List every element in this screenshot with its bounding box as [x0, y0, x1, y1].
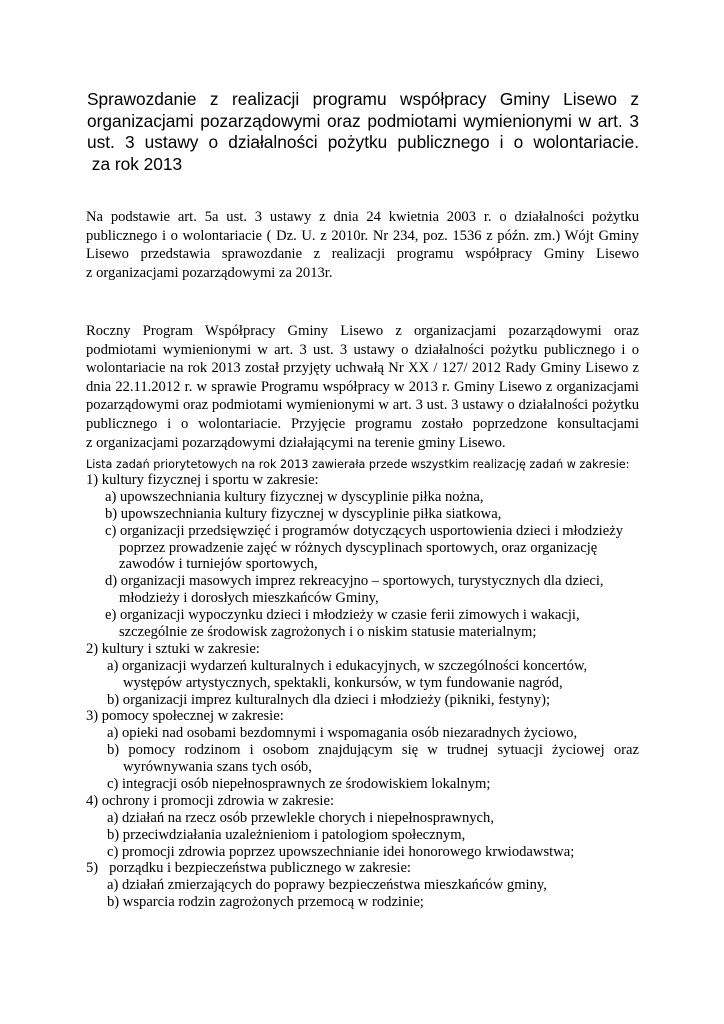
- list-item: c) promocji zdrowia poprzez upowszechnianie idei honorowego krwiodawstwa;: [107, 843, 575, 860]
- list-section-heading: 1) kultury fizycznej i sportu w zakresie:: [86, 472, 319, 488]
- title-line: ust. 3 ustawy o działalności pożytku publicznego i o wolontariacie.: [87, 132, 639, 152]
- list-item: d) organizacji masowych imprez rekreacyjno – sportowych, turystycznych dla dzieci,: [105, 573, 604, 590]
- list-item: b) organizacji imprez kulturalnych dla dzieci i młodzieży (pikniki, festyny);: [107, 691, 551, 708]
- list-item: a) działań na rzecz osób przewlekle chorych i niepełnosprawnych,: [107, 809, 494, 826]
- priority-list-intro: Lista zadań priorytetowych na rok 2013 zawierała przede wszystkim realizację zadań w zakresie:: [86, 458, 630, 471]
- list-item: a) organizacji wydarzeń kulturalnych i edukacyjnych, w szczególności koncertów,: [107, 657, 588, 674]
- list-item: b) pomocy rodzinom i osobom znajdującym się w trudnej sytuacji życiowej oraz: [107, 742, 639, 759]
- list-item-continuation: wyrównywania szans tych osób,: [123, 759, 312, 776]
- title-line: Sprawozdanie z realizacji programu współpracy Gminy Lisewo z: [87, 89, 639, 109]
- paragraph-line: dnia 22.11.2012 r. w sprawie Programu współpracy w 2013 r. Gminy Lisewo z organizacjami: [86, 378, 639, 395]
- list-item: b) upowszechniania kultury fizycznej w dyscyplinie piłka siatkowa,: [105, 505, 502, 522]
- title-year: za rok 2013: [87, 153, 183, 174]
- paragraph-line: z organizacjami pozarządowymi działającymi na terenie gminy Lisewo.: [86, 434, 506, 451]
- list-item: a) upowszechniania kultury fizycznej w dyscyplinie piłka nożna,: [105, 488, 484, 505]
- paragraph-line: Na podstawie art. 5a ust. 3 ustawy z dnia 24 kwietnia 2003 r. o działalności pożytku: [86, 209, 639, 225]
- list-item: b) przeciwdziałania uzależnieniom i patologiom społecznym,: [107, 826, 466, 843]
- list-section-heading: 4) ochrony i promocji zdrowia w zakresie:: [86, 792, 335, 809]
- list-item-continuation: występów artystycznych, spektakli, konkursów, w tym fundowanie nagród,: [123, 674, 563, 691]
- program-paragraph: [86, 322, 639, 452]
- priority-task-list: [86, 472, 646, 911]
- paragraph-line: publicznego i o wolontariacie. Przyjęcie programu zostało poprzedzone konsultacjami: [86, 415, 639, 432]
- list-section-heading: 2) kultury i sztuki w zakresie:: [86, 640, 260, 657]
- paragraph-line: z organizacjami pozarządowymi za 2013r.: [86, 264, 333, 281]
- paragraph-line: wolontariacie na rok 2013 został przyjęty uchwałą Nr XX / 127/ 2012 Rady Gminy Lisewo z: [86, 360, 639, 377]
- list-item-continuation: zawodów i turniejów sportowych,: [119, 556, 318, 573]
- document-title: [87, 89, 639, 175]
- list-item-continuation: młodzieży i dorosłych mieszkańców Gminy,: [119, 590, 379, 607]
- list-item: c) integracji osób niepełnosprawnych ze środowiskiem lokalnym;: [107, 776, 491, 793]
- paragraph-line: pozarządowymi oraz podmiotami wymienionymi w art. 3 ust. 3 ustawy o działalności pożytku: [86, 397, 639, 414]
- paragraph-line: Roczny Program Współpracy Gminy Lisewo z organizacjami pozarządowymi oraz: [86, 323, 639, 339]
- list-item: a) działań zmierzających do poprawy bezpieczeństwa mieszkańców gminy,: [107, 877, 547, 894]
- list-section-heading: 5) porządku i bezpieczeństwa publicznego w zakresie:: [86, 860, 411, 877]
- list-item: e) organizacji wypoczynku dzieci i młodzieży w czasie ferii zimowych i wakacji,: [105, 607, 580, 624]
- list-item: a) opieki nad osobami bezdomnymi i wspomagania osób niezaradnych życiowo,: [107, 725, 578, 742]
- list-section-heading: 3) pomocy społecznej w zakresie:: [86, 708, 284, 725]
- legal-basis-paragraph: [86, 208, 639, 282]
- title-line: organizacjami pozarządowymi oraz podmiotami wymienionymi w art. 3: [87, 110, 639, 131]
- list-item: c) organizacji przedsięwzięć i programów dotyczących usportowienia dzieci i młodzieży: [105, 522, 623, 539]
- paragraph-line: podmiotami wymienionymi w art. 3 ust. 3 ustawy o działalności pożytku publicznego i o: [86, 341, 639, 358]
- list-item-continuation: poprzez prowadzenie zajęć w różnych dyscyplinach sportowych, oraz organizację: [119, 539, 598, 556]
- list-item: b) wsparcia rodzin zagrożonych przemocą w rodzinie;: [107, 894, 424, 911]
- list-item-continuation: szczególnie ze środowisk zagrożonych i o niskim statusie materialnym;: [119, 624, 537, 641]
- paragraph-line: publicznego i o wolontariacie ( Dz. U. z 2010r. Nr 234, poz. 1536 z późn. zm.) Wójt Gminy: [86, 227, 639, 244]
- paragraph-line: Lisewo przedstawia sprawozdanie z realizacji programu współpracy Gminy Lisewo: [86, 246, 639, 263]
